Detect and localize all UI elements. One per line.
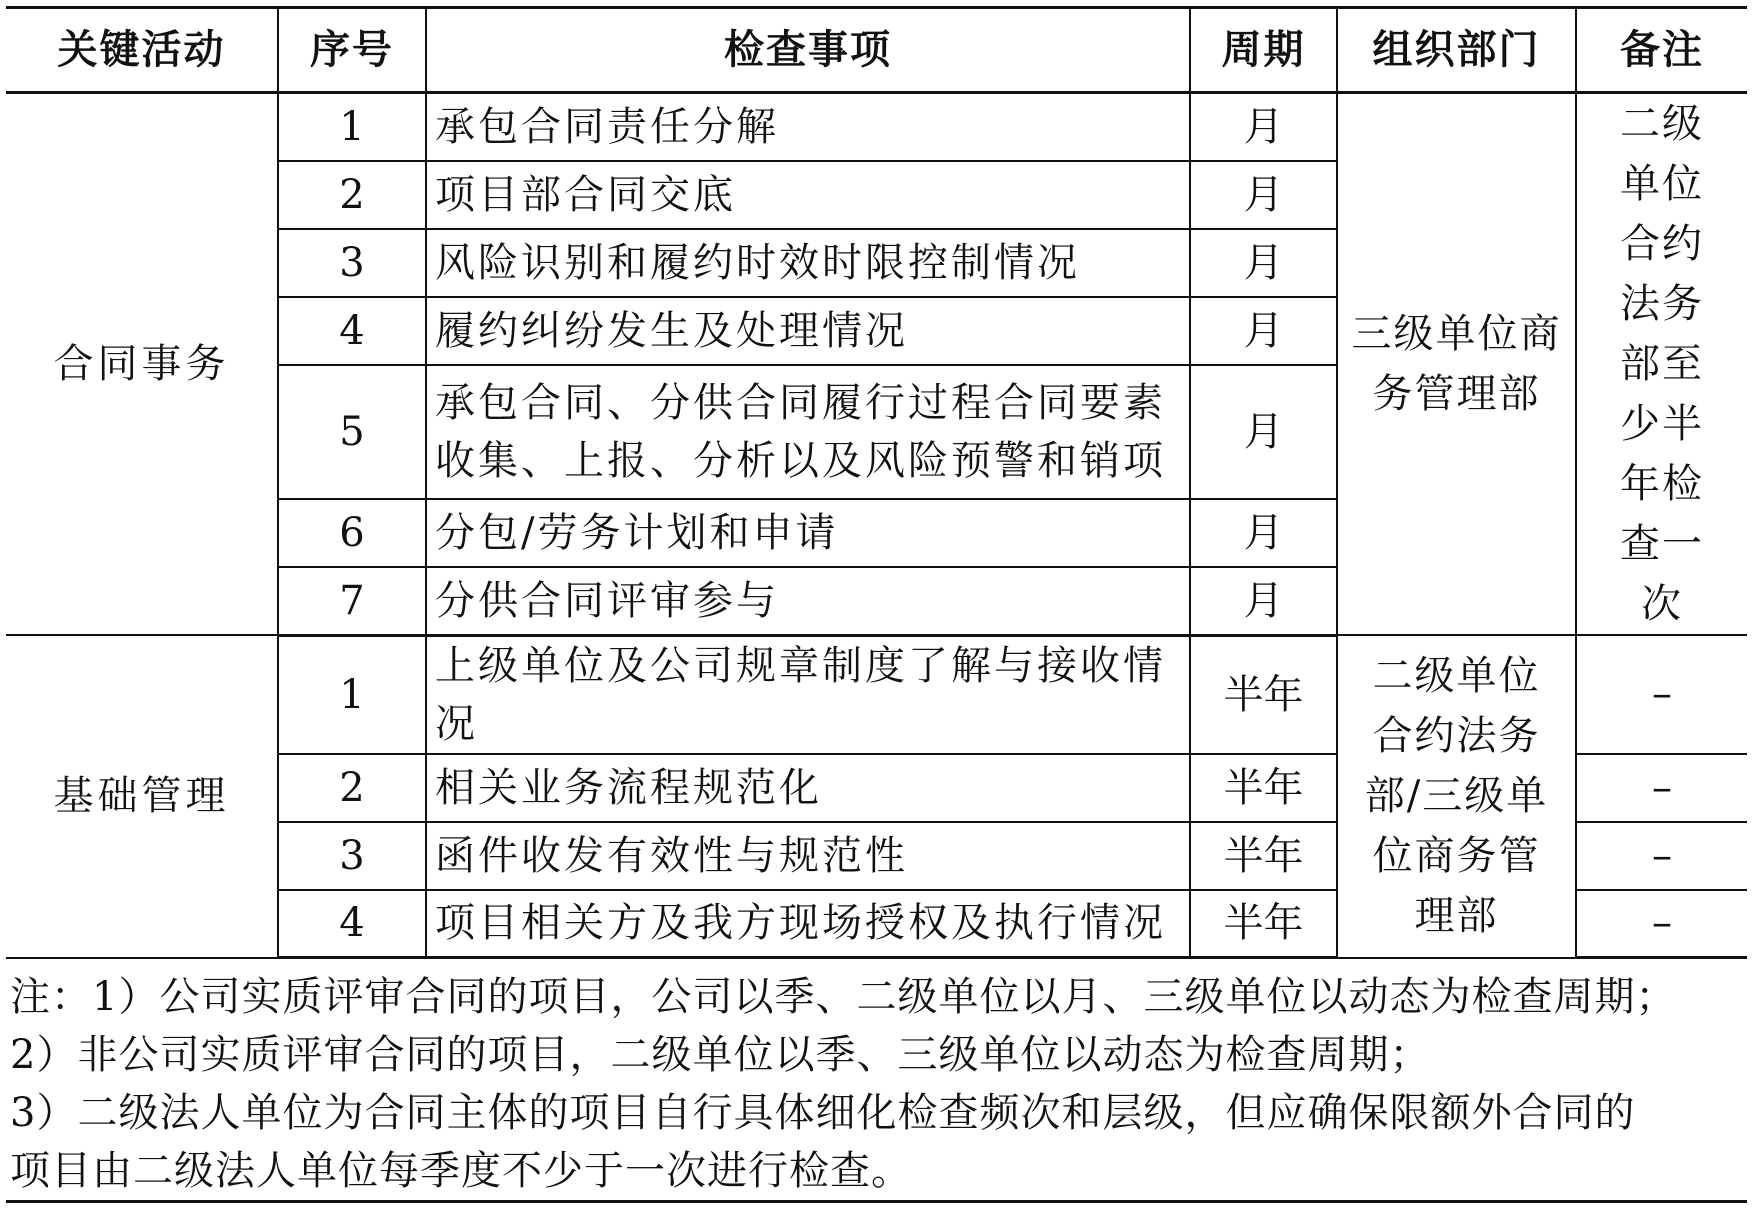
- row-number: 4: [278, 297, 426, 365]
- period-cell: 半年: [1190, 822, 1337, 890]
- check-item: 上级单位及公司规章制度了解与接收情况: [426, 635, 1190, 754]
- header-org-dept: 组织部门: [1337, 8, 1576, 93]
- row-number: 5: [278, 365, 426, 499]
- period-cell: 月: [1190, 297, 1337, 365]
- row-number: 6: [278, 499, 426, 567]
- header-period: 周期: [1190, 8, 1337, 93]
- check-item: 分包/劳务计划和申请: [426, 499, 1190, 567]
- group-basic-management: [6, 635, 1747, 958]
- check-item: 承包合同、分供合同履行过程合同要素收集、上报、分析以及风险预警和销项: [426, 365, 1190, 499]
- remarks-text: 二级单位合约法务部至少半年检查一次: [1620, 101, 1704, 627]
- row-number: 4: [278, 890, 426, 958]
- check-item: 项目部合同交底: [426, 161, 1190, 229]
- note-line-2: 2）非公司实质评审合同的项目，二级单位以季、三级单位以动态为检查周期；: [10, 1032, 1431, 1078]
- group-contract-affairs: [6, 93, 1747, 636]
- check-item: 函件收发有效性与规范性: [426, 822, 1190, 890]
- remarks-cell: –: [1576, 822, 1747, 890]
- row-number: 2: [278, 161, 426, 229]
- note-line-4: 项目由二级法人单位每季度不少于一次进行检查。: [10, 1148, 912, 1194]
- period-cell: 半年: [1190, 754, 1337, 822]
- table-row: [6, 93, 1747, 161]
- check-item: 相关业务流程规范化: [426, 754, 1190, 822]
- check-item: 履约纠纷发生及处理情况: [426, 297, 1190, 365]
- note-line-1: 注：1）公司实质评审合同的项目，公司以季、二级单位以月、三级单位以动态为检查周期；: [10, 974, 1677, 1020]
- period-cell: 半年: [1190, 890, 1337, 958]
- activity-cell: 合同事务: [6, 93, 278, 636]
- bottom-divider: [6, 1200, 1747, 1203]
- org-dept-text: 二级单位合约法务部/三级单位商务管理部: [1364, 653, 1549, 940]
- period-cell: 月: [1190, 365, 1337, 499]
- period-cell: 月: [1190, 229, 1337, 297]
- period-cell: 半年: [1190, 635, 1337, 754]
- remarks-cell: [1576, 93, 1747, 636]
- row-number: 3: [278, 822, 426, 890]
- row-number: 1: [278, 635, 426, 754]
- remarks-cell: –: [1576, 754, 1747, 822]
- check-item: 项目相关方及我方现场授权及执行情况: [426, 890, 1190, 958]
- period-cell: 月: [1190, 161, 1337, 229]
- remarks-cell: –: [1576, 635, 1747, 754]
- note-line-3: 3）二级法人单位为合同主体的项目自行具体细化检查频次和层级，但应确保限额外合同的: [10, 1090, 1636, 1136]
- table-row: [6, 635, 1747, 754]
- check-item: 风险识别和履约时效时限控制情况: [426, 229, 1190, 297]
- row-number: 3: [278, 229, 426, 297]
- header-key-activity: 关键活动: [6, 8, 278, 93]
- period-cell: 月: [1190, 567, 1337, 635]
- remarks-cell: –: [1576, 890, 1747, 958]
- org-dept-cell: 三级单位商务管理部: [1337, 93, 1576, 636]
- activity-cell: 基础管理: [6, 635, 278, 958]
- check-item: 分供合同评审参与: [426, 567, 1190, 635]
- inspection-table: [6, 6, 1747, 959]
- row-number: 7: [278, 567, 426, 635]
- table-header-row: [6, 8, 1747, 93]
- row-number: 1: [278, 93, 426, 161]
- period-cell: 月: [1190, 93, 1337, 161]
- org-dept-cell: [1337, 635, 1576, 958]
- header-remarks: 备注: [1576, 8, 1747, 93]
- period-cell: 月: [1190, 499, 1337, 567]
- header-check-item: 检查事项: [426, 8, 1190, 93]
- header-number: 序号: [278, 8, 426, 93]
- row-number: 2: [278, 754, 426, 822]
- table-notes: [10, 968, 1745, 1200]
- check-item: 承包合同责任分解: [426, 93, 1190, 161]
